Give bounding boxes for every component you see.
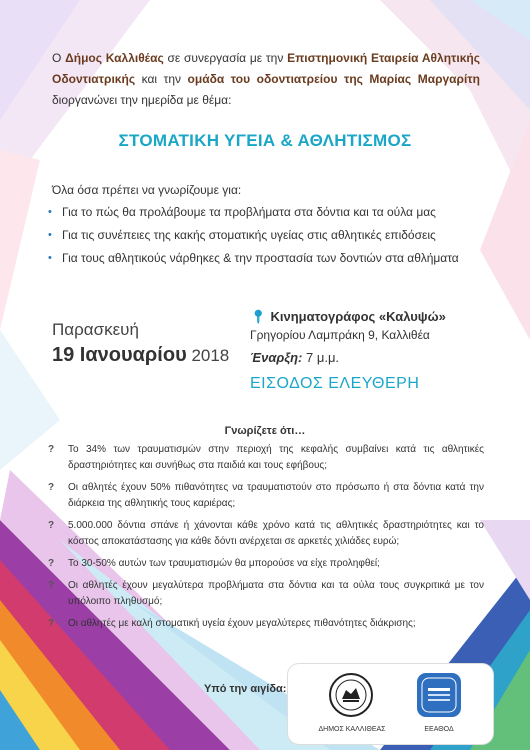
- event-date-line: [52, 344, 229, 367]
- event-title: ΣΤΟΜΑΤΙΚΗ ΥΓΕΙΑ & ΑΘΛΗΤΙΣΜΟΣ: [118, 131, 412, 150]
- event-date: [52, 320, 229, 367]
- intro-text-2: σε συνεργασία με την: [163, 51, 288, 65]
- location-pin-icon: 📍︎: [250, 309, 267, 324]
- question-icon: ?: [48, 482, 55, 493]
- kallithea-municipality-logo: [328, 672, 374, 718]
- fact-text: Οι αθλητές έχουν 50% πιθανότητες να τραυματιστούν στο πρόσωπο ή στα δόντια κατά την διάρκεια της αθλητικής τους καριέρας;: [68, 482, 484, 509]
- facts-list: [48, 442, 484, 638]
- intro-text-3: και την: [135, 72, 188, 86]
- fact-text: Το 34% των τραυματισμών στην περιοχή της κεφαλής συμβαίνει κατά τις αθλητικές δραστηριότητες και συνήθως στα παιδιά και τους εφήβους;: [68, 444, 484, 471]
- free-entry: ΕΙΣΟΔΟΣ ΕΛΕΥΘΕΡΗ: [250, 375, 420, 392]
- eeathod-logo: [416, 672, 462, 718]
- fact-item: [48, 556, 484, 572]
- start-label: Έναρξη:: [250, 350, 303, 365]
- venue-name: [250, 309, 490, 325]
- start-time-value: 7 μ.μ.: [302, 350, 340, 365]
- fact-item: [48, 480, 484, 512]
- question-icon: ?: [48, 444, 55, 455]
- organizer-society: Επιστημονική Εταιρεία Αθλητικής Οδοντιατρικής: [52, 51, 480, 86]
- fact-item: [48, 518, 484, 550]
- venue-name-text: Κινηματογράφος «Καλυψώ»: [270, 309, 446, 324]
- topics-lead: Όλα όσα πρέπει να γνωρίζουμε για:: [52, 183, 242, 197]
- sponsor-logos: [287, 663, 494, 745]
- intro-paragraph: [52, 48, 480, 111]
- fact-text: Οι αθλητές έχουν μεγαλύτερα προβλήματα στα δόντια και τα ούλα τους συγκριτικά με τον υπόλοιπο πληθυσμό;: [68, 580, 484, 607]
- event-date-bold: 19 Ιανουαρίου: [52, 344, 187, 366]
- intro-text-4: διοργανώνει την ημερίδα με θέμα:: [52, 93, 232, 107]
- fact-text: 5.000.000 δόντια σπάνε ή χάνονται κάθε χρόνο κατά τις αθλητικές δραστηριότητες και το κόστος αποκατάστασης για κάθε δόντι ανέρχεται σε αρκετές χιλιάδες ευρώ;: [68, 520, 484, 547]
- facts-title: Γνωρίζετε ότι…: [224, 425, 306, 437]
- venue-block: [250, 309, 490, 393]
- question-icon: ?: [48, 558, 55, 569]
- event-year: 2018: [186, 346, 230, 365]
- start-time: [250, 350, 490, 365]
- venue-address: Γρηγορίου Λαμπράκη 9, Καλλιθέα: [250, 328, 430, 342]
- question-icon: ?: [48, 618, 55, 629]
- logo1-caption: ΔΗΜΟΣ ΚΑΛΛΙΘΕΑΣ: [318, 726, 386, 733]
- question-icon: ?: [48, 520, 55, 531]
- topic-item: [48, 225, 480, 246]
- fact-text: Οι αθλητές με καλή στοματική υγεία έχουν μεγαλύτερες πιθανότητες διάκρισης;: [68, 618, 416, 629]
- topic-item: [48, 248, 480, 269]
- organizer-dental-team: ομάδα του οδοντιατρείου της Μαρίας Μαργαρίτη: [187, 72, 480, 86]
- fact-item: [48, 616, 484, 632]
- topic-text: Για τις συνέπειες της κακής στοματικής υγείας στις αθλητικές επιδόσεις: [62, 228, 436, 242]
- topic-text: Για το πώς θα προλάβουμε τα προβλήματα στα δόντια και τα ούλα μας: [62, 205, 436, 219]
- logo2-caption: ΕΕΑΘΟΔ: [424, 726, 454, 733]
- aegis-label: Υπό την αιγίδα:: [204, 683, 287, 695]
- organizer-municipality: Δήμος Καλλιθέας: [65, 51, 164, 65]
- topic-item: [48, 202, 480, 223]
- intro-text-1: Ο: [52, 51, 66, 65]
- fact-item: [48, 578, 484, 610]
- event-day: Παρασκευή: [52, 320, 139, 339]
- topics-list: [48, 202, 480, 271]
- topic-text: Για τους αθλητικούς νάρθηκες & την προστασία των δοντιών στα αθλήματα: [62, 251, 459, 265]
- bullet-icon: •: [48, 206, 52, 218]
- question-icon: ?: [48, 580, 55, 591]
- bullet-icon: •: [48, 229, 52, 241]
- fact-text: Το 30-50% αυτών των τραυματισμών θα μπορούσε να είχε προληφθεί;: [68, 558, 380, 569]
- fact-item: [48, 442, 484, 474]
- bullet-icon: •: [48, 252, 52, 264]
